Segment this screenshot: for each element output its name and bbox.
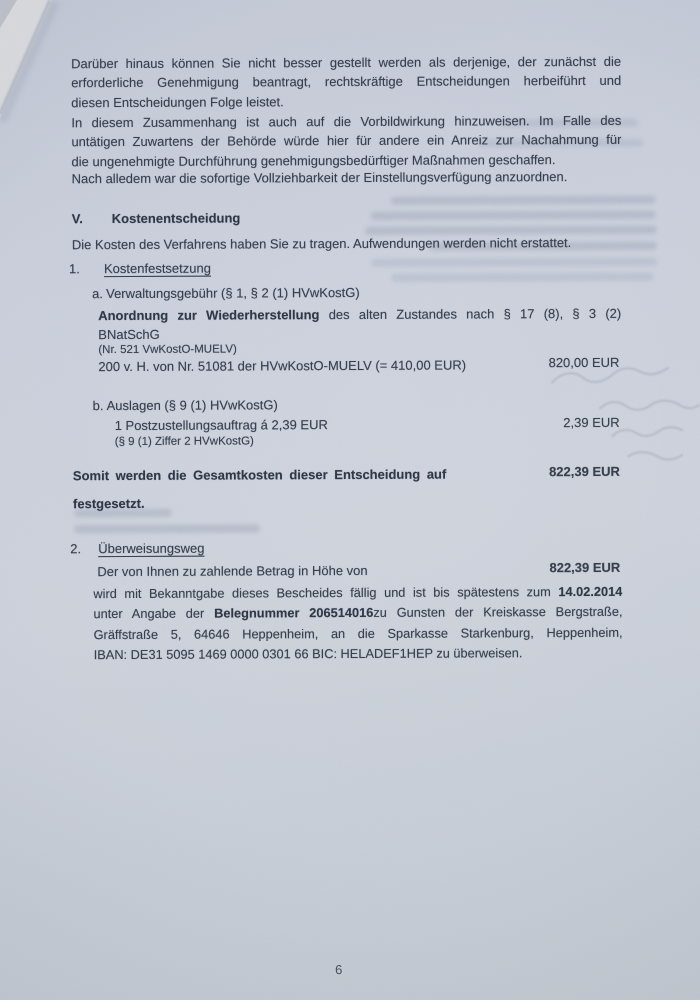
text-line: BNatSchG	[98, 327, 160, 343]
payment-intro-line: Der von Ihnen zu zahlende Betrag in Höhe von	[97, 562, 368, 580]
bleed-through-line	[74, 524, 260, 533]
text-line: (§ 9 (1) Ziffer 2 HVwKostG)	[114, 435, 254, 449]
section-heading	[72, 208, 241, 228]
page-number: 6	[335, 962, 343, 978]
expenses-lines	[115, 414, 545, 450]
expenses-amount: 2,39 EUR	[563, 414, 620, 431]
fee-description-rest: des alten Zustandes nach § 17 (8), § 3 (2)	[319, 305, 622, 323]
fee-calculation: 200 v. H. von Nr. 51081 der HVwKostO-MUELV (= 410,00 EUR)	[98, 357, 467, 375]
list-item-2-heading	[70, 539, 204, 559]
ref-pre: unter Angabe der	[93, 605, 215, 622]
fee-description	[98, 304, 621, 345]
section-number: V.	[71, 211, 83, 227]
list-item-number: 2.	[70, 541, 82, 557]
intro-paragraph-3: Nach alledem war die sofortige Vollziehbarkeit der Einstellungsverfügung anzuordnen.	[71, 169, 568, 187]
sub-item-b-heading	[93, 395, 278, 415]
list-item-number: 1.	[68, 261, 80, 277]
reference-number: Belegnummer 206514016	[214, 605, 374, 621]
bleed-through-line	[391, 273, 653, 282]
text-line: Gräffstraße 5, 64646 Heppenheim, an die Sparkasse Starkenburg, Heppenheim,	[93, 624, 623, 642]
section-title: Kostenentscheidung	[111, 210, 241, 227]
bleed-through-line	[371, 211, 656, 220]
intro-paragraph-1	[71, 52, 621, 113]
sub-item-label: b.	[92, 398, 104, 414]
text-line	[93, 582, 622, 605]
list-item-1-heading	[69, 259, 211, 279]
total-sentence-line-2: festgesetzt.	[72, 495, 145, 512]
total-amount: 822,39 EUR	[549, 463, 620, 480]
cost-intro-line: Die Kosten des Verfahrens haben Sie zu tragen. Aufwendungen werden nicht erstattet.	[71, 235, 572, 253]
payment-amount: 822,39 EUR	[549, 559, 621, 576]
due-text: wird mit Bekanntgabe dieses Bescheides fällig und ist bis spätestens zum	[93, 584, 559, 602]
list-item-title: Kostenfestsetzung	[103, 260, 211, 277]
total-sentence-line-1: Somit werden die Gesamtkosten dieser Entscheidung auf	[72, 466, 447, 484]
fee-amount: 820,00 EUR	[548, 354, 620, 371]
text-line: IBAN: DE31 5095 1469 0000 0301 66 BIC: HELADEF1HEP zu überweisen.	[93, 645, 523, 663]
bleed-through-line	[371, 258, 657, 267]
fee-note: (Nr. 521 VwKostO-MUELV)	[98, 343, 237, 357]
intro-paragraph-2	[71, 111, 621, 172]
due-date: 14.02.2014	[558, 583, 623, 600]
text-line: die ungenehmigte Durchführung genehmigungsbedürftiger Maßnahmen geschaffen.	[71, 151, 556, 169]
text-line: In diesem Zusammenhang ist auch auf die Vorbildwirkung hinzuweisen. Im Falle des	[71, 112, 622, 131]
text-line: 1 Postzustellungsauftrag á 2,39 EUR	[114, 417, 328, 434]
sub-item-a-heading	[92, 283, 360, 304]
text-line: Darüber hinaus können Sie nicht besser gestellt werden als derjenige, der zunächst die	[71, 53, 622, 72]
bleed-through-line	[391, 196, 656, 205]
sub-item-title: Auslagen (§ 9 (1) HVwKostG)	[106, 397, 278, 414]
payment-instructions	[93, 582, 622, 665]
fee-description-bold: Anordnung zur Wiederherstellung	[98, 307, 320, 324]
text-line	[93, 602, 622, 625]
sub-item-label: a.	[92, 286, 103, 302]
text-line	[98, 304, 621, 326]
text-line: erforderliche Genehmigung beantragt, rechtskräftige Entscheidungen herbeiführt und	[71, 73, 622, 91]
text-line: untätigen Zuwartens der Behörde würde hier für andere ein Anreiz zur Nachahmung für	[71, 132, 622, 150]
list-item-title: Überweisungsweg	[98, 540, 205, 557]
text-line: diesen Entscheidungen Folge leistet.	[71, 94, 284, 110]
ref-post: zu Gunsten der Kreiskasse Bergstraße,	[373, 604, 623, 621]
sub-item-title: Verwaltungsgebühr (§ 1, § 2 (1) HVwKostG)	[106, 284, 360, 302]
